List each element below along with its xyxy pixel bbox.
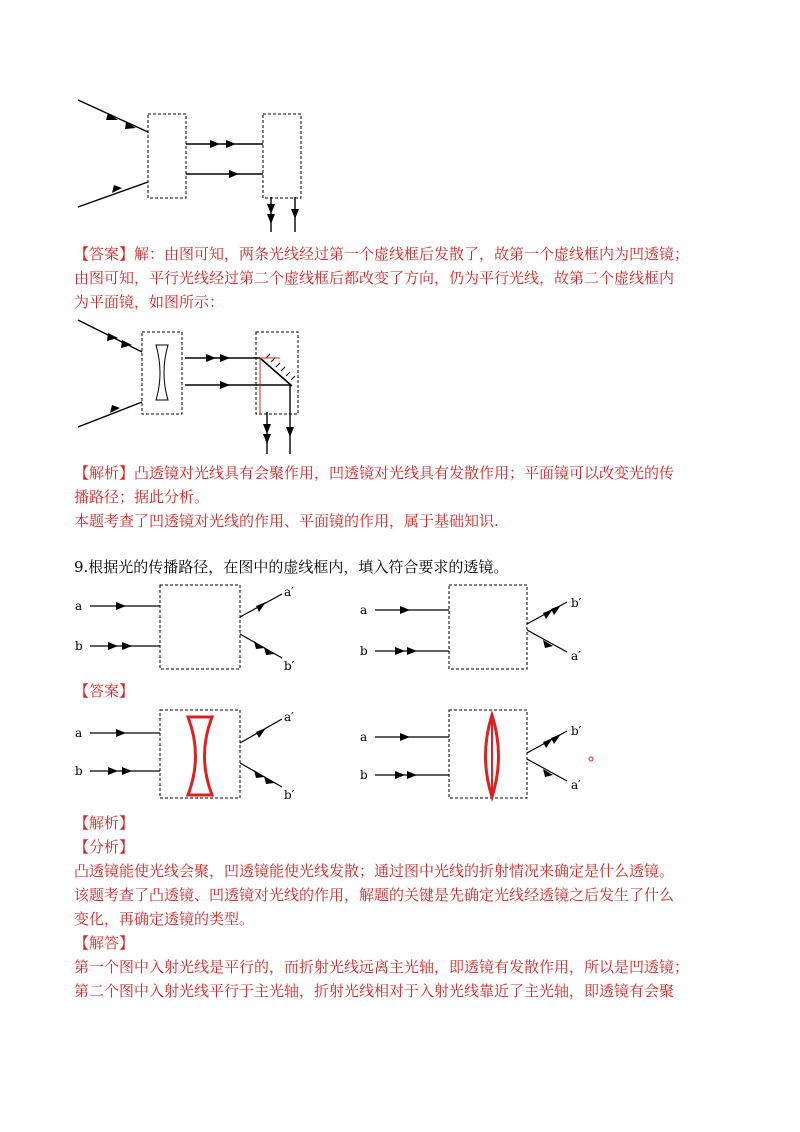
ray-label-a: a	[75, 726, 83, 740]
analysis-line: 凸透镜对光线具有会聚作用，凹透镜对光线具有发散作用；平面镜可以改变光的传	[134, 464, 675, 482]
analysis-9-tag-fenxi: 【分析】	[74, 838, 135, 856]
figure-two-boxes-question	[70, 92, 340, 237]
figure-q9-left	[70, 580, 320, 675]
figure-q9-right	[355, 580, 595, 675]
answer-line: 解：由图可知，两条光线经过第一个虚线框后发散了，故第一个虚线框内为凹透镜；	[134, 245, 690, 263]
analysis-9-line: 变化，再确定透镜的类型。	[74, 910, 255, 928]
ray-label-a-prime: a′	[571, 778, 581, 792]
ray-label-b: b	[360, 644, 368, 658]
ray-label-a: a	[360, 730, 368, 744]
figure-q9-answer-left	[70, 705, 320, 805]
ray-label-b: b	[75, 764, 83, 778]
analysis-line: 播路径；据此分析。	[74, 488, 210, 506]
ray-label-a: a	[75, 599, 83, 613]
figure-q9-answer-right	[355, 705, 615, 805]
concave-lens-icon	[156, 345, 168, 400]
answer-tag: 【答案】	[74, 245, 135, 263]
figure-two-boxes-answer	[70, 312, 340, 462]
analysis-9-line: 第二个图中入射光线平行于主光轴，折射光线相对于入射光线靠近了主光轴，即透镜有会聚	[74, 982, 675, 1000]
ray-label-a-prime: a′	[284, 710, 294, 724]
analysis-9-line: 凸透镜能使光线会聚，凹透镜能使光线发散；通过图中光线的折射情况来确定是什么透镜。	[74, 862, 675, 880]
ray-label-b-prime: b′	[284, 788, 295, 802]
ray-label-a-prime: a′	[571, 649, 581, 663]
ray-label-b-prime: b′	[284, 659, 295, 673]
analysis-tag: 【解析】	[74, 464, 135, 482]
ray-label-b: b	[75, 639, 83, 653]
ray-label-b: b	[360, 768, 368, 782]
ray-label-a: a	[360, 603, 368, 617]
analysis-line: 本题考查了凹透镜对光线的作用、平面镜的作用，属于基础知识.	[74, 512, 499, 530]
ray-label-b-prime: b′	[571, 596, 582, 610]
answer-9-tag: 【答案】	[74, 682, 135, 700]
ray-label-a-prime: a′	[284, 585, 294, 599]
answer-line: 由图可知，平行光线经过第二个虚线框后都改变了方向，仍为平行光线，故第二个虚线框内	[74, 269, 675, 287]
analysis-9-line: 该题考查了凸透镜、凹透镜对光线的作用，解题的关键是先确定光线经透镜之后发生了什么	[74, 886, 675, 904]
analysis-9-line: 第一个图中入射光线是平行的，而折射光线远离主光轴，即透镜有发散作用，所以是凹透镜；	[74, 958, 690, 976]
answer-line: 为平面镜，如图所示：	[74, 293, 225, 311]
ray-label-b-prime: b′	[571, 724, 582, 738]
question-9-text: 9.根据光的传播路径，在图中的虚线框内，填入符合要求的透镜。	[74, 558, 509, 576]
analysis-9-tag-jieda: 【解答】	[74, 934, 135, 952]
concave-lens-icon	[188, 717, 212, 795]
analysis-9-tag-jiexi: 【解析】	[74, 814, 135, 832]
